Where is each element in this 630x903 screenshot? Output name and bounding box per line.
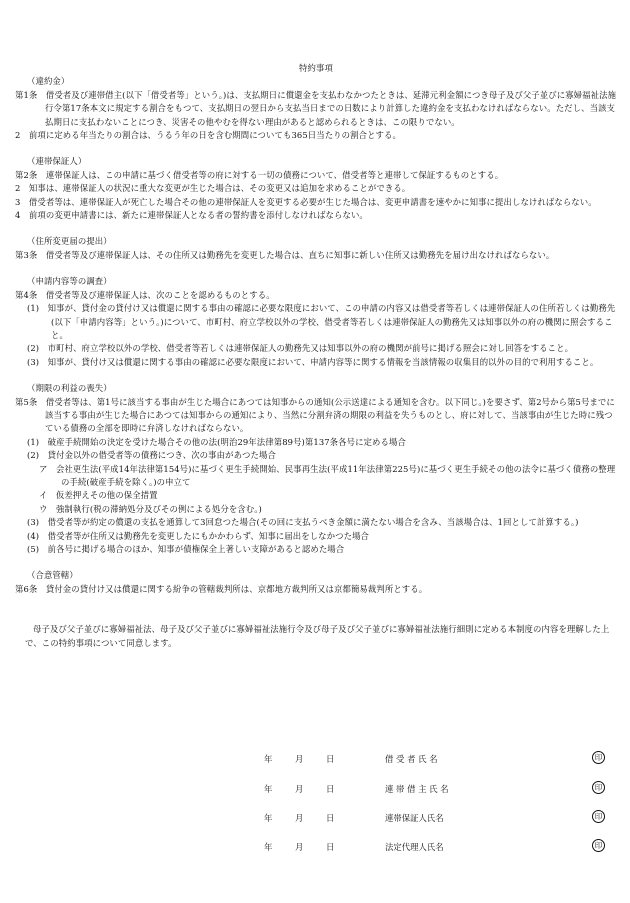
section-heading: （申請内容等の調査） (27, 276, 112, 287)
article-1-para-2: 2 前項に定める年当たりの割合は、うるう年の日を含む期間についても365日当たりの割合とする。 (15, 130, 401, 141)
date-month: 月 (295, 784, 304, 794)
article-5-subitems (15, 463, 617, 517)
section-acceleration (15, 382, 617, 556)
date-year: 年 (264, 842, 273, 852)
article-2-para-4: 4 前項の変更申請書には、新たに連帯保証人となる者の誓約書を添付しなければならない。 (15, 210, 368, 221)
article-5-items (15, 436, 617, 463)
agreement-statement: 母子及び父子並びに寡婦福祉法、母子及び父子並びに寡婦福祉法施行令及び母子及び父子並びに寡婦福祉法施行細則に定める本制度の内容を理解した上で、この特約事項について同意します。 (25, 624, 610, 649)
list-item: (3) 知事が、貸付け又は償還に関する事由の確認に必要な限度において、申請内容等に関する情報を当該情報の収集目的以外の目的で利用すること。 (27, 356, 599, 367)
article-4: 第4条 借受者等及び連帯保証人は、次のことを認めるものとする。 (15, 289, 275, 300)
section-heading: （期限の利益の喪失） (27, 383, 112, 394)
section-jurisdiction (15, 569, 617, 596)
list-item: (4) 借受者等が住所又は勤務先を変更したにもかかわらず、知事に届出をしなかつた場合 (27, 530, 370, 541)
article-2: 第2条 連帯保証人は、この申請に基づく借受者等の府に対する一切の債務について、借受者等と連帯して保証するものとする。 (15, 169, 504, 180)
signature-row-joint-borrower (0, 782, 630, 796)
list-item: (3) 借受者等が約定の償還の支払を通算して3回怠つた場合(その回に支払うべき金額に満たない場合を含み、当該場合は、1回として計算する。) (27, 517, 579, 528)
section-penalty (15, 75, 617, 142)
list-item: (5) 前各号に掲げる場合のほか、知事が債権保全上著しい支障があると認めた場合 (27, 544, 345, 554)
list-item: (2) 市町村、府立学校以外の学校、借受者等若しくは連帯保証人の勤務先又は知事以外の府の機関が前号に掲げる照会に対し回答をすること。 (27, 343, 574, 354)
document-title: 特約事項 (299, 63, 333, 73)
list-item: (1) 知事が、貸付金の貸付け又は償還に関する事由の確認に必要な限度において、この申請の内容又は借受者等若しくは連帯保証人の住所若しくは勤務先(以下「申請内容等」という。)について、市町村、府立学校以外の学校、借受者等若しくは連帯保証人の勤務先又は知事以外の府の機関に照会すること。 (27, 303, 616, 340)
article-6: 第6条 貸付金の貸付け又は償還に関する紛争の管轄裁判所は、京都地方裁判所又は京都簡易裁判所とする。 (15, 583, 428, 594)
section-heading: （連帯保証人） (27, 156, 87, 167)
date-day: 日 (326, 842, 335, 852)
seal-mark: 印 (592, 781, 605, 794)
list-item: (2) 貸付金以外の借受者等の債務につき、次の事由があつた場合 (27, 450, 276, 461)
date-year: 年 (264, 813, 273, 823)
section-address-change (15, 235, 617, 262)
article-1: 第1条 借受者及び連帯借主(以下「借受者等」という。)は、支払期日に償還金を支払わなかつたときは、延滞元利金額につき母子及び父子並びに寡婦福祉法施行令第17条本文に規定する割合をもつて、支払期日の翌日から支払当日までの日数により計算した違約金を支払わなければならない。ただし、当該支払期日に支払わないことにつき、災害その他やむを得ない理由があると認められるときは、この限りでない。 (15, 89, 617, 127)
date-day: 日 (326, 813, 335, 823)
date-year: 年 (264, 754, 273, 764)
article-2-para-2: 2 知事は、連帯保証人の状況に重大な変更が生じた場合は、その変更又は追加を求めることができる。 (15, 183, 411, 194)
article-5-items-continued (15, 516, 617, 556)
date-month: 月 (295, 842, 304, 852)
article-3: 第3条 借受者等及び連帯保証人は、その住所又は勤務先を変更した場合は、直ちに知事に新しい住所又は勤務先を届け出なければならない。 (15, 249, 555, 260)
date-month: 月 (295, 813, 304, 823)
signature-label: 連 帯 借 主 氏 名 (385, 784, 449, 794)
date-day: 日 (326, 784, 335, 794)
date-month: 月 (295, 754, 304, 764)
article-5: 第5条 借受者等は、第1号に該当する事由が生じた場合にあつては知事からの通知(公示送達による通知を含む。以下同じ。)を要さず、第2号から第5号までに該当する事由が生じた場合にあつては知事からの通知により、当然に分割弁済の期限の利益を失うものとし、府に対して、当該事由が生じた時に残つている債務の全部を即時に弁済しなければならない。 (15, 396, 615, 434)
section-heading: （違約金） (27, 76, 70, 87)
section-heading: （住所変更届の提出） (27, 236, 112, 247)
signature-row-guarantor (0, 811, 630, 825)
date-year: 年 (264, 784, 273, 794)
list-subitem: ウ 強制執行(税の滞納処分及びその例による処分を含む。) (39, 503, 262, 514)
signature-row-borrower (0, 752, 630, 766)
list-subitem: イ 仮差押えその他の保全措置 (39, 490, 158, 501)
article-4-items (15, 302, 617, 369)
signature-label: 法定代理人氏名 (385, 842, 444, 852)
signature-label: 連帯保証人氏名 (385, 813, 444, 823)
seal-mark: 印 (592, 810, 605, 823)
list-subitem: ア 会社更生法(平成14年法律第154号)に基づく更生手続開始、民事再生法(平成11年法律第225号)に基づく更生手続その他の法令に基づく債務の整理の手続(破産手続を除く。)の申立て (39, 463, 616, 487)
signature-label: 借 受 者 氏 名 (385, 754, 438, 764)
section-investigation (15, 275, 617, 369)
list-item: (1) 破産手続開始の決定を受けた場合その他の法(明治29年法律第89号)第137条各号に定める場合 (27, 436, 406, 447)
document (15, 62, 617, 650)
article-2-para-3: 3 借受者等は、連帯保証人が死亡した場合その他の連帯保証人を変更する必要が生じた場合は、変更申請書を速やかに知事に提出しなければならない。 (15, 196, 597, 207)
section-guarantor (15, 155, 617, 222)
date-day: 日 (326, 754, 335, 764)
signature-row-legal-representative (0, 840, 630, 854)
seal-mark: 印 (592, 839, 605, 852)
section-heading: （合意管轄） (27, 570, 78, 581)
seal-mark: 印 (592, 751, 605, 764)
